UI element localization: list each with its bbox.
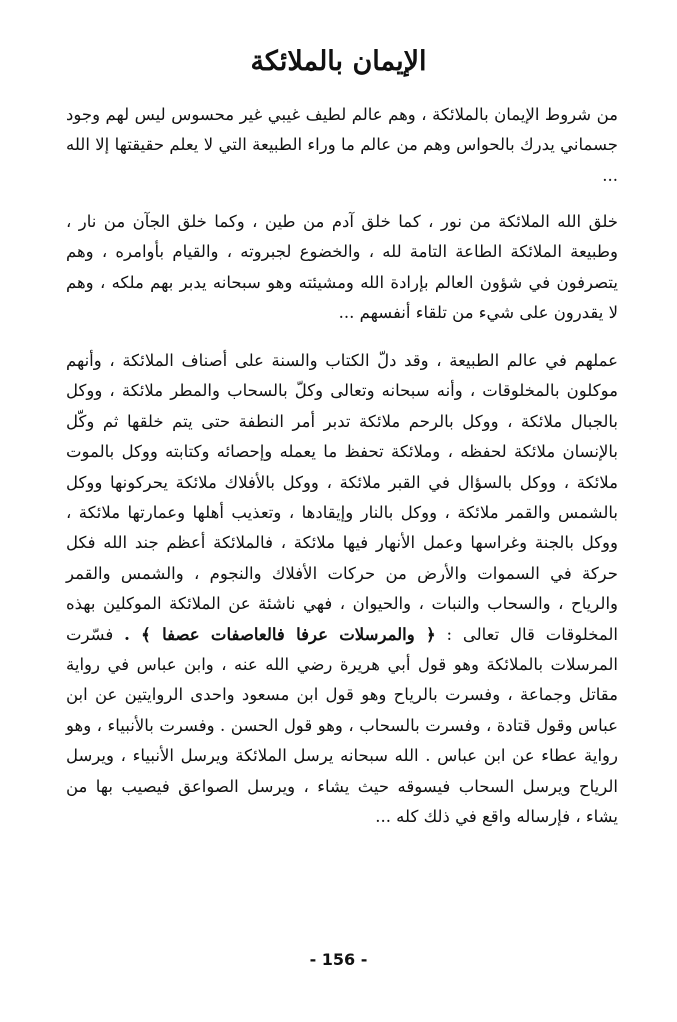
quran-verse: ﴿ والمرسلات عرفا فالعاصفات عصفا ﴾ . <box>124 624 436 644</box>
paragraph-3 <box>66 346 618 833</box>
paragraph-3-commentary: فسّرت المرسلات بالملائكة وهو قول أبي هريرة رضي الله عنه ، وابن عباس في رواية مقاتل وجماعة ، وفسرت بالرياح وهو قول ابن مسعود واحدى الروايتين عن ابن عباس وقول قتادة ، وفسرت بالسحاب ، وهو قول الحسن . وفسرت بالأنبياء ، وهو رواية عطاء عن ابن عباس . الله سبحانه يرسل الملائكة ويرسل الأنبياء ، ويرسل الرياح ويرسل السحاب فيسوقه حيث يشاء ، ويرسل الصواعق فيصيب بها من يشاء ، فإرساله واقع في ذلك كله ... <box>66 624 618 827</box>
paragraph-2: خلق الله الملائكة من نور ، كما خلق آدم من طين ، وكما خلق الجآن من نار ، وطبيعة الملائكة الطاعة التامة لله ، والخضوع لجبروته ، والقيام بأوامره ، وهم يتصرفون في شؤون العالم بإرادة الله ومشيئته وهو سبحانه يدبر بهم ملكه ، وهم لا يقدرون على شيء من تلقاء أنفسهم ... <box>66 212 618 323</box>
page-number: - 156 - <box>309 950 368 969</box>
page-title: الإيمان بالملائكة <box>250 46 427 77</box>
paragraph-3-text: عملهم في عالم الطبيعة ، وقد دلّ الكتاب والسنة على أصناف الملائكة ، وأنهم موكلون بالمخلوقات ، وأنه سبحانه وتعالى وكلّ بالسحاب والمطر ملائكة ، ووكل بالجبال ملائكة ، ووكل بالرحم ملائكة تدبر أمر النطفة حتى يتم خلقها ثم وكّل بالإنسان ملائكة لحفظه ، وملائكة تحفظ ما يعمله وإحصائه وكتابته ووكل بالموت ملائكة ، ووكل بالسؤال في القبر ملائكة ، ووكل بالأفلاك ملائكة يحركونها ووكل بالشمس والقمر ملائكة ، ووكل بالنار وإيقادها ، وتعذيب أهلها وعمارتها ملائكة ، ووكل بالجنة وغراسها وعمل الأنهار فيها ملائكة ، فالملائكة أعظم جند الله فكل حركة في السموات والأرض من حركات الأفلاك والنجوم ، والشمس والقمر والرياح ، والسحاب والنبات ، والحيوان ، فهي ناشئة عن الملائكة الموكلين بهذه المخلوقات قال تعالى : <box>66 351 618 644</box>
paragraph-1: من شروط الإيمان بالملائكة ، وهم عالم لطيف غيبي غير محسوس ليس لهم وجود جسماني يدرك بالحواس وهم من عالم ما وراء الطبيعة التي لا يعلم حقيقتها إلا الله ... <box>66 105 618 185</box>
